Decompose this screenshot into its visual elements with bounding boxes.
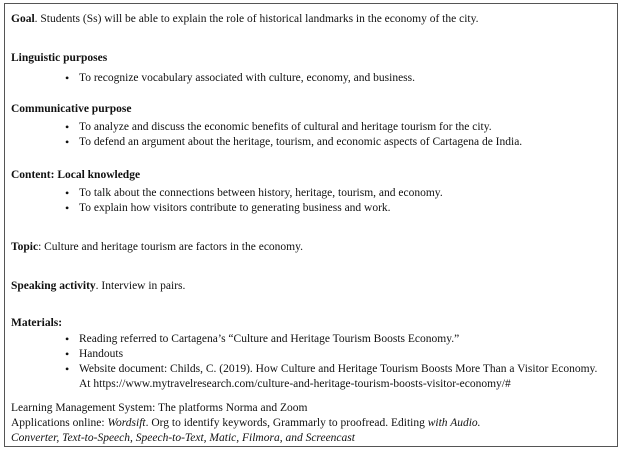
topic-line	[11, 240, 611, 255]
content-list	[11, 186, 611, 216]
list-item	[11, 362, 611, 392]
communicative-list	[11, 120, 611, 150]
lms-line: Learning Management System: The platforms Norma and Zoom	[11, 402, 308, 414]
linguistic-heading: Linguistic purposes	[11, 52, 108, 64]
goal-text: . Students (Ss) will be able to explain the role of historical landmarks in the economy of the city.	[34, 13, 479, 25]
communicative-heading: Communicative purpose	[11, 103, 132, 115]
applications-line	[11, 416, 611, 431]
goal-label: Goal	[11, 13, 35, 25]
list-item: • To analyze and discuss the economic benefits of cultural and heritage tourism for the city.	[11, 120, 611, 135]
apps-wordsift: Wordsift	[107, 417, 146, 429]
list-item: • To defend an argument about the heritage, tourism, and economic aspects of Cartagena de India.	[11, 135, 611, 150]
lms-section	[11, 401, 611, 446]
apps-prefix: Applications online:	[11, 417, 108, 429]
linguistic-section	[11, 51, 611, 86]
topic-text: : Culture and heritage tourism are factors in the economy.	[38, 241, 304, 253]
apps-middle: . Org to identify keywords, Grammarly to proofread. Editing	[145, 417, 428, 429]
content-heading: Content: Local knowledge	[11, 169, 141, 181]
speaking-line	[11, 279, 611, 294]
list-item: • To recognize vocabulary associated with culture, economy, and business.	[11, 71, 611, 86]
linguistic-list	[11, 71, 611, 86]
apps-line3: Converter, Text-to-Speech, Speech-to-Text, Matic, Filmora, and Screencast	[11, 432, 355, 444]
materials-heading: Materials:	[11, 317, 63, 329]
list-item: • To explain how visitors contribute to generating business and work.	[11, 201, 611, 216]
lesson-plan-frame	[4, 3, 618, 447]
materials-list	[11, 332, 611, 392]
content-section	[11, 168, 611, 216]
materials-section	[11, 316, 611, 392]
list-item: • Reading referred to Cartagena’s “Culture and Heritage Tourism Boosts Economy.”	[11, 332, 611, 347]
list-item: • Handouts	[11, 347, 611, 362]
communicative-section	[11, 102, 611, 150]
speaking-text: . Interview in pairs.	[95, 280, 186, 292]
topic-label: Topic	[11, 241, 39, 253]
list-item: • To talk about the connections between history, heritage, tourism, and economy.	[11, 186, 611, 201]
applications-line-2	[11, 431, 611, 446]
website-reference: Website document: Childs, C. (2019). How Culture and Heritage Tourism Boosts More Than a Visitor Economy.	[79, 363, 598, 375]
speaking-label: Speaking activity	[11, 280, 96, 292]
apps-with-audio: with Audio.	[427, 417, 481, 429]
website-url: At https://www.mytravelresearch.com/culture-and-heritage-tourism-boosts-visitor-economy/#	[79, 378, 511, 390]
goal-line	[11, 12, 611, 27]
